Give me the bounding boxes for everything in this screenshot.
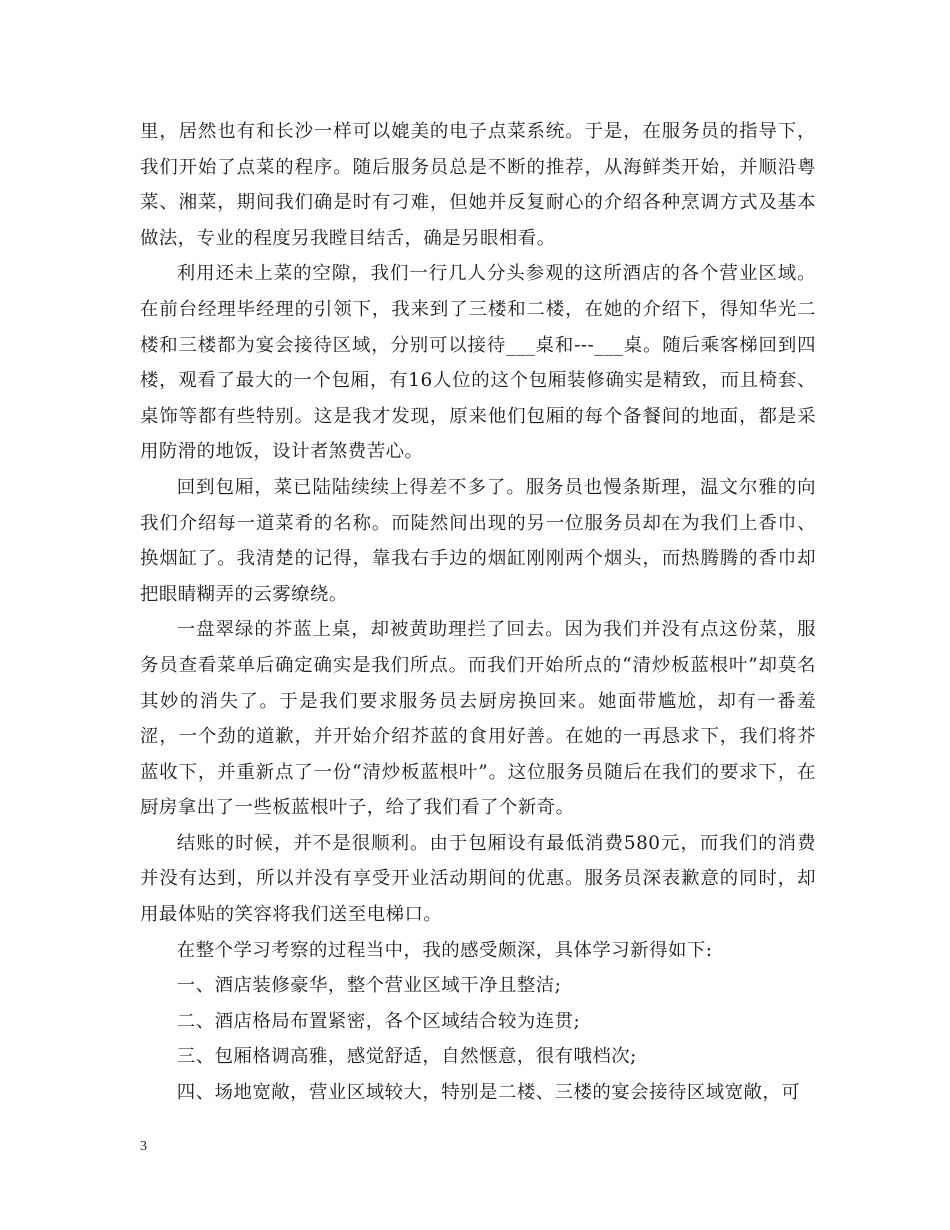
paragraph: 利用还未上菜的空隙，我们一行几人分头参观的这所酒店的各个营业区域。在前台经理毕经理的引领下，我来到了三楼和二楼，在她的介绍下，得知华光二楼和三楼都为宴会接待区域，分别可以接待___桌和---___桌。随后乘客梯回到四楼，观看了最大的一个包厢，有16人位的这个包厢装修确实是精致，而且椅套、桌饰等都有些特别。这是我才发现，原来他们包厢的每个备餐间的地面，都是采用防滑的地饭，设计者煞费苦心。 (140, 263, 816, 463)
document-body (140, 114, 816, 1111)
list-item: 二、酒店格局布置紧密，各个区域结合较为连贯; (176, 1010, 581, 1032)
paragraph: 一盘翠绿的芥蓝上桌，却被黄助理拦了回去。因为我们并没有点这份菜，服务员查看菜单后确定确实是我们所点。而我们开始所点的“清炒板蓝根叶”却莫名其妙的消失了。于是我们要求服务员去厨房换回来。她面带尴尬，却有一番羞涩，一个劲的道歉，并开始介绍芥蓝的食用好善。在她的一再恳求下，我们将芥蓝收下，并重新点了一份“清炒板蓝根叶”。这位服务员随后在我们的要求下，在厨房拿出了一些板蓝根叶子，给了我们看了个新奇。 (140, 619, 816, 819)
list-item: 四、场地宽敞，营业区域较大，特别是二楼、三楼的宴会接待区域宽敞，可 (176, 1082, 801, 1104)
paragraph: 回到包厢，菜已陆陆续续上得差不多了。服务员也慢条斯理，温文尔雅的向我们介绍每一道菜肴的名称。而陡然间出现的另一位服务员却在为我们上香巾、换烟缸了。我清楚的记得，靠我右手边的烟缸刚刚两个烟头，而热腾腾的香巾却把眼睛糊弄的云雾缭绕。 (140, 476, 816, 605)
paragraph: 在整个学习考察的过程当中，我的感受颇深，具体学习新得如下: (176, 939, 713, 961)
paragraph-continued: 里，居然也有和长沙一样可以媲美的电子点菜系统。于是，在服务员的指导下，我们开始了点菜的程序。随后服务员总是不断的推荐，从海鲜类开始，并顺沿粤菜、湘菜，期间我们确是时有刁难，但她并反复耐心的介绍各种烹调方式及基本做法，专业的程度另我瞠目结舌，确是另眼相看。 (140, 121, 816, 249)
list-item: 三、包厢格调高雅，感觉舒适，自然惬意，很有哦档次; (176, 1046, 637, 1068)
paragraph: 结账的时候，并不是很顺利。由于包厢设有最低消费580元，而我们的消费并没有达到，所以并没有享受开业活动期间的优惠。服务员深表歉意的同时，却用最体贴的笑容将我们送至电梯口。 (140, 832, 816, 926)
page-number: 3 (140, 1139, 147, 1154)
list-item: 一、酒店装修豪华，整个营业区域干净且整洁; (176, 975, 562, 997)
